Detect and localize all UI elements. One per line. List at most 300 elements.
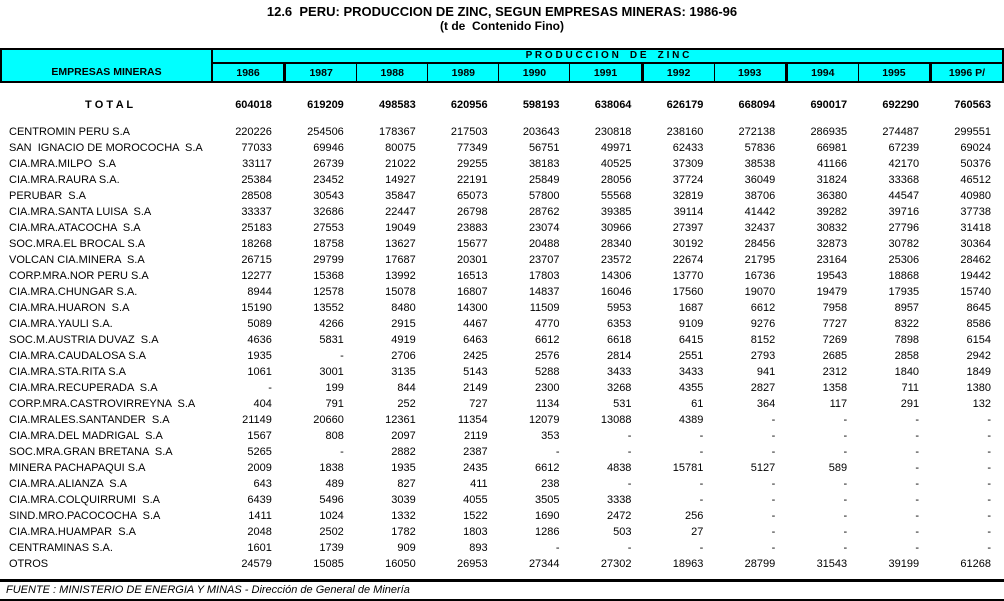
value-cell: 23452 bbox=[313, 174, 344, 186]
value-cell: - bbox=[915, 478, 920, 490]
value-cell: 57800 bbox=[528, 190, 560, 202]
value-cell: 32686 bbox=[313, 206, 344, 218]
value-cell: - bbox=[555, 542, 560, 554]
value-cell: 50376 bbox=[960, 158, 991, 170]
value-cell: 32437 bbox=[744, 222, 776, 234]
value-cell: 6612 bbox=[535, 462, 560, 474]
value-cell: 30966 bbox=[600, 222, 632, 234]
value-cell: 23164 bbox=[816, 254, 848, 266]
value-cell: 13552 bbox=[313, 302, 344, 314]
value-cell: - bbox=[987, 446, 991, 458]
value-cell: 941 bbox=[756, 366, 776, 378]
year-header-1991: 1991 bbox=[569, 64, 640, 81]
value-cell: 531 bbox=[613, 398, 632, 410]
company-name: CIA.MRA.STA.RITA S.A bbox=[9, 366, 126, 378]
value-cell: 61 bbox=[691, 398, 704, 410]
value-cell: 9109 bbox=[678, 318, 704, 330]
value-cell: 3268 bbox=[606, 382, 632, 394]
value-cell: 6415 bbox=[678, 334, 704, 346]
company-name: CORP.MRA.NOR PERU S.A bbox=[9, 270, 149, 282]
value-cell: 16046 bbox=[600, 286, 632, 298]
value-cell: - bbox=[987, 510, 991, 522]
year-header-1996-p/: 1996 P/ bbox=[929, 64, 1002, 81]
value-cell: 21022 bbox=[385, 158, 416, 170]
value-cell: 32819 bbox=[672, 190, 704, 202]
value-cell: - bbox=[843, 430, 848, 442]
value-cell: 30782 bbox=[888, 238, 920, 250]
value-cell: - bbox=[771, 446, 776, 458]
value-cell: 252 bbox=[397, 398, 416, 410]
value-cell: 27302 bbox=[600, 558, 632, 570]
value-cell: 32873 bbox=[816, 238, 848, 250]
company-name: CIA.MRA.RAURA S.A. bbox=[9, 174, 120, 186]
value-cell: 2119 bbox=[463, 430, 488, 442]
value-cell: 17687 bbox=[385, 254, 416, 266]
source-note: FUENTE : MINISTERIO DE ENERGIA Y MINAS - Dirección de General de Minería bbox=[6, 584, 410, 596]
value-cell: 41442 bbox=[744, 206, 776, 218]
value-cell: 353 bbox=[541, 430, 560, 442]
value-cell: 2149 bbox=[463, 382, 488, 394]
value-cell: 33337 bbox=[241, 206, 272, 218]
value-cell: 6612 bbox=[750, 302, 776, 314]
value-cell: - bbox=[987, 478, 991, 490]
year-header-row bbox=[213, 64, 1002, 81]
table-row bbox=[0, 380, 1004, 396]
value-cell: 27344 bbox=[528, 558, 560, 570]
company-name: CENTRAMINAS S.A. bbox=[9, 542, 113, 554]
value-cell: 1380 bbox=[966, 382, 991, 394]
value-cell: 1739 bbox=[319, 542, 344, 554]
value-cell: 16736 bbox=[744, 270, 776, 282]
company-name: CIA.MRA.DEL MADRIGAL S.A bbox=[9, 430, 163, 442]
value-cell: 844 bbox=[397, 382, 416, 394]
table-row bbox=[0, 124, 1004, 140]
value-cell: - bbox=[627, 446, 632, 458]
year-header-1993: 1993 bbox=[714, 64, 785, 81]
value-cell: 61268 bbox=[960, 558, 991, 570]
value-cell: 20660 bbox=[313, 414, 344, 426]
value-cell: 132 bbox=[972, 398, 991, 410]
value-cell: 19442 bbox=[960, 270, 991, 282]
value-cell: 220226 bbox=[235, 126, 272, 138]
value-cell: 2942 bbox=[966, 350, 991, 362]
value-cell: 28462 bbox=[960, 254, 991, 266]
value-cell: 23572 bbox=[600, 254, 632, 266]
value-cell: 4355 bbox=[678, 382, 704, 394]
value-cell: 15740 bbox=[960, 286, 991, 298]
value-cell: 28056 bbox=[600, 174, 632, 186]
value-cell: 40525 bbox=[600, 158, 632, 170]
value-cell: 42170 bbox=[888, 158, 920, 170]
value-cell: 9276 bbox=[750, 318, 776, 330]
production-table-body bbox=[0, 97, 1004, 572]
value-cell: 49971 bbox=[600, 142, 632, 154]
value-cell: 1935 bbox=[247, 350, 272, 362]
value-cell: - bbox=[699, 494, 704, 506]
value-cell: 28799 bbox=[744, 558, 776, 570]
value-cell: 827 bbox=[397, 478, 416, 490]
value-cell: 30832 bbox=[816, 222, 848, 234]
value-cell: 2009 bbox=[247, 462, 272, 474]
value-cell: 230818 bbox=[594, 126, 632, 138]
value-cell: 38706 bbox=[744, 190, 776, 202]
value-cell: 20488 bbox=[528, 238, 560, 250]
value-cell: 1358 bbox=[822, 382, 848, 394]
value-cell: 1024 bbox=[319, 510, 344, 522]
page-footer bbox=[0, 579, 1004, 601]
value-cell: - bbox=[843, 414, 848, 426]
value-cell: 38538 bbox=[744, 158, 776, 170]
value-cell: 13088 bbox=[600, 414, 632, 426]
value-cell: 2300 bbox=[535, 382, 560, 394]
value-cell: 286935 bbox=[810, 126, 848, 138]
value-cell: 272138 bbox=[738, 126, 776, 138]
company-name: CIA.MRA.CAUDALOSA S.A bbox=[9, 350, 146, 362]
value-cell: 1803 bbox=[463, 526, 488, 538]
value-cell: 8322 bbox=[894, 318, 920, 330]
table-row bbox=[0, 444, 1004, 460]
year-header-1995: 1995 bbox=[858, 64, 929, 81]
value-cell: 19070 bbox=[744, 286, 776, 298]
table-row bbox=[0, 316, 1004, 332]
value-cell: 21795 bbox=[744, 254, 776, 266]
value-cell: 56751 bbox=[528, 142, 560, 154]
value-cell: 1849 bbox=[966, 366, 991, 378]
value-cell: - bbox=[987, 430, 991, 442]
value-cell: 2882 bbox=[391, 446, 416, 458]
value-cell: 65073 bbox=[457, 190, 488, 202]
table-row bbox=[0, 460, 1004, 476]
value-cell: 23707 bbox=[528, 254, 560, 266]
value-cell: - bbox=[699, 430, 704, 442]
table-row bbox=[0, 428, 1004, 444]
value-cell: 15078 bbox=[385, 286, 416, 298]
company-name: CORP.MRA.CASTROVIRREYNA S.A bbox=[9, 398, 196, 410]
value-cell: 30543 bbox=[313, 190, 344, 202]
value-cell: - bbox=[771, 414, 776, 426]
table-row bbox=[0, 252, 1004, 268]
table-row bbox=[0, 236, 1004, 252]
value-cell: 760563 bbox=[954, 99, 991, 111]
value-cell: 1840 bbox=[894, 366, 920, 378]
value-cell: 21149 bbox=[242, 414, 272, 426]
value-cell: 27796 bbox=[888, 222, 920, 234]
value-cell: 37724 bbox=[672, 174, 704, 186]
company-name: CIA.MRA.RECUPERADA S.A bbox=[9, 382, 158, 394]
value-cell: 727 bbox=[469, 398, 488, 410]
year-header-1989: 1989 bbox=[427, 64, 498, 81]
value-cell: 14837 bbox=[528, 286, 560, 298]
value-cell: 31824 bbox=[816, 174, 848, 186]
value-cell: 3505 bbox=[535, 494, 560, 506]
value-cell: 619209 bbox=[307, 99, 344, 111]
value-cell: 503 bbox=[613, 526, 632, 538]
value-cell: 1782 bbox=[391, 526, 416, 538]
value-cell: 7958 bbox=[822, 302, 848, 314]
value-cell: 13770 bbox=[672, 270, 704, 282]
company-name: PERUBAR S.A bbox=[9, 190, 87, 202]
value-cell: 20301 bbox=[457, 254, 488, 266]
value-cell: 26953 bbox=[457, 558, 488, 570]
value-cell: 8944 bbox=[247, 286, 272, 298]
value-cell: 40980 bbox=[960, 190, 991, 202]
value-cell: - bbox=[340, 350, 344, 362]
value-cell: 69946 bbox=[313, 142, 344, 154]
value-cell: 2793 bbox=[750, 350, 776, 362]
value-cell: 404 bbox=[253, 398, 272, 410]
value-cell: 808 bbox=[325, 430, 344, 442]
value-cell: 7898 bbox=[894, 334, 920, 346]
table-row bbox=[0, 156, 1004, 172]
value-cell: - bbox=[699, 446, 704, 458]
value-cell: 11509 bbox=[529, 302, 560, 314]
value-cell: - bbox=[915, 430, 920, 442]
value-cell: 30364 bbox=[960, 238, 991, 250]
value-cell: 29255 bbox=[457, 158, 488, 170]
value-cell: 25849 bbox=[528, 174, 560, 186]
value-cell: 2814 bbox=[606, 350, 632, 362]
value-cell: 1332 bbox=[391, 510, 416, 522]
value-cell: 39716 bbox=[888, 206, 920, 218]
company-name: SAN IGNACIO DE MOROCOCHA S.A bbox=[9, 142, 203, 154]
value-cell: 15781 bbox=[672, 462, 704, 474]
year-header-1992: 1992 bbox=[641, 64, 714, 81]
value-cell: - bbox=[555, 446, 560, 458]
year-header-1986: 1986 bbox=[213, 64, 283, 81]
value-cell: 274487 bbox=[882, 126, 920, 138]
value-cell: - bbox=[987, 542, 991, 554]
company-name: CIA.MRA.YAULI S.A. bbox=[9, 318, 113, 330]
group-header-produccion-de-zinc: P R O D U C C I O N D E Z I N C bbox=[213, 50, 1002, 64]
value-cell: 5496 bbox=[319, 494, 344, 506]
spacer-row bbox=[0, 113, 1004, 124]
value-cell: 25384 bbox=[241, 174, 272, 186]
value-cell: 643 bbox=[253, 478, 272, 490]
company-name: MINERA PACHAPAQUI S.A bbox=[9, 462, 146, 474]
value-cell: 39282 bbox=[816, 206, 848, 218]
value-cell: 15085 bbox=[313, 558, 344, 570]
value-cell: - bbox=[915, 542, 920, 554]
value-cell: 8586 bbox=[966, 318, 991, 330]
value-cell: 14306 bbox=[600, 270, 632, 282]
value-cell: 36049 bbox=[744, 174, 776, 186]
value-cell: 299551 bbox=[954, 126, 991, 138]
value-cell: 19479 bbox=[816, 286, 848, 298]
value-cell: 6439 bbox=[247, 494, 272, 506]
column-header-empresas-mineras: EMPRESAS MINERAS bbox=[2, 50, 213, 81]
value-cell: 17560 bbox=[672, 286, 704, 298]
value-cell: 3039 bbox=[391, 494, 416, 506]
value-cell: 178367 bbox=[379, 126, 416, 138]
value-cell: 411 bbox=[470, 478, 488, 490]
value-cell: 3001 bbox=[319, 366, 344, 378]
value-cell: 5831 bbox=[319, 334, 344, 346]
value-cell: 893 bbox=[469, 542, 488, 554]
value-cell: 36380 bbox=[816, 190, 848, 202]
value-cell: 3135 bbox=[391, 366, 416, 378]
value-cell: 30192 bbox=[672, 238, 704, 250]
value-cell: 5143 bbox=[463, 366, 488, 378]
value-cell: 77033 bbox=[241, 142, 272, 154]
value-cell: 17935 bbox=[888, 286, 920, 298]
value-cell: 1601 bbox=[247, 542, 272, 554]
value-cell: 8480 bbox=[391, 302, 416, 314]
table-row bbox=[0, 284, 1004, 300]
value-cell: 5089 bbox=[247, 318, 272, 330]
value-cell: 2685 bbox=[822, 350, 848, 362]
value-cell: - bbox=[340, 446, 344, 458]
value-cell: 638064 bbox=[594, 99, 632, 111]
value-cell: 14300 bbox=[457, 302, 488, 314]
value-cell: - bbox=[915, 446, 920, 458]
value-cell: 489 bbox=[325, 478, 344, 490]
value-cell: - bbox=[771, 542, 776, 554]
value-cell: 2915 bbox=[391, 318, 416, 330]
value-cell: 19543 bbox=[816, 270, 848, 282]
table-row bbox=[0, 540, 1004, 556]
value-cell: 16807 bbox=[457, 286, 488, 298]
value-cell: 33368 bbox=[888, 174, 920, 186]
table-row bbox=[0, 268, 1004, 284]
value-cell: - bbox=[627, 430, 632, 442]
table-row bbox=[0, 412, 1004, 428]
value-cell: 27397 bbox=[672, 222, 704, 234]
value-cell: 23074 bbox=[528, 222, 560, 234]
value-cell: 604018 bbox=[235, 99, 272, 111]
value-cell: 238 bbox=[541, 478, 560, 490]
company-name: CIA.MRA.CHUNGAR S.A. bbox=[9, 286, 138, 298]
value-cell: 668094 bbox=[738, 99, 776, 111]
value-cell: - bbox=[771, 430, 776, 442]
value-cell: 22191 bbox=[457, 174, 488, 186]
value-cell: 37309 bbox=[672, 158, 704, 170]
value-cell: 498583 bbox=[379, 99, 416, 111]
value-cell: 33117 bbox=[242, 158, 272, 170]
value-cell: 238160 bbox=[666, 126, 704, 138]
value-cell: 39385 bbox=[600, 206, 632, 218]
value-cell: 2387 bbox=[463, 446, 488, 458]
page-subtitle: (t de Contenido Fino) bbox=[440, 19, 564, 33]
value-cell: 24579 bbox=[241, 558, 272, 570]
value-cell: 1687 bbox=[678, 302, 704, 314]
value-cell: 14927 bbox=[385, 174, 416, 186]
value-cell: 6353 bbox=[606, 318, 632, 330]
value-cell: 26798 bbox=[457, 206, 488, 218]
table-row bbox=[0, 172, 1004, 188]
value-cell: 6618 bbox=[606, 334, 632, 346]
company-name: SOC.MRA.GRAN BRETANA S.A bbox=[9, 446, 173, 458]
value-cell: 3338 bbox=[606, 494, 632, 506]
value-cell: - bbox=[915, 494, 920, 506]
value-cell: 254506 bbox=[307, 126, 344, 138]
value-cell: 5288 bbox=[535, 366, 560, 378]
company-name: SOC.M.AUSTRIA DUVAZ S.A bbox=[9, 334, 159, 346]
table-row bbox=[0, 508, 1004, 524]
value-cell: 4467 bbox=[463, 318, 488, 330]
company-name: CENTROMIN PERU S.A bbox=[9, 126, 131, 138]
production-table bbox=[0, 97, 1004, 572]
company-name: SIND.MRO.PACOCOCHA S.A bbox=[9, 510, 161, 522]
company-name: SOC.MRA.EL BROCAL S.A bbox=[9, 238, 146, 250]
value-cell: - bbox=[843, 510, 848, 522]
value-cell: 28340 bbox=[600, 238, 632, 250]
value-cell: 3433 bbox=[678, 366, 704, 378]
value-cell: 22447 bbox=[385, 206, 416, 218]
value-cell: - bbox=[987, 494, 991, 506]
value-cell: 1286 bbox=[535, 526, 560, 538]
value-cell: 12277 bbox=[241, 270, 272, 282]
value-cell: 620956 bbox=[450, 99, 488, 111]
value-cell: 57836 bbox=[744, 142, 776, 154]
value-cell: - bbox=[843, 494, 848, 506]
table-row bbox=[0, 220, 1004, 236]
value-cell: 4838 bbox=[606, 462, 632, 474]
value-cell: 12578 bbox=[313, 286, 344, 298]
value-cell: 4636 bbox=[247, 334, 272, 346]
value-cell: 203643 bbox=[522, 126, 560, 138]
value-cell: 15677 bbox=[457, 238, 488, 250]
value-cell: 2502 bbox=[319, 526, 344, 538]
value-cell: 1411 bbox=[248, 510, 272, 522]
value-cell: 2576 bbox=[535, 350, 560, 362]
value-cell: - bbox=[771, 478, 776, 490]
value-cell: 44547 bbox=[888, 190, 920, 202]
value-cell: 39114 bbox=[673, 206, 704, 218]
value-cell: - bbox=[699, 542, 704, 554]
value-cell: 80075 bbox=[385, 142, 416, 154]
value-cell: 18868 bbox=[888, 270, 920, 282]
value-cell: 6154 bbox=[966, 334, 991, 346]
value-cell: 12361 bbox=[385, 414, 416, 426]
value-cell: 6463 bbox=[463, 334, 488, 346]
table-row bbox=[0, 492, 1004, 508]
value-cell: 28508 bbox=[241, 190, 272, 202]
table-row bbox=[0, 396, 1004, 412]
value-cell: 4770 bbox=[535, 318, 560, 330]
value-cell: 5953 bbox=[606, 302, 632, 314]
value-cell: 26715 bbox=[241, 254, 272, 266]
table-row bbox=[0, 300, 1004, 316]
company-name: CIA.MRALES.SANTANDER S.A bbox=[9, 414, 170, 426]
value-cell: 5127 bbox=[750, 462, 776, 474]
value-cell: 11354 bbox=[457, 414, 488, 426]
value-cell: 909 bbox=[397, 542, 416, 554]
value-cell: 2706 bbox=[391, 350, 416, 362]
value-cell: 8152 bbox=[750, 334, 776, 346]
year-header-1987: 1987 bbox=[283, 64, 356, 81]
table-row bbox=[0, 188, 1004, 204]
value-cell: - bbox=[843, 478, 848, 490]
value-cell: - bbox=[843, 526, 848, 538]
value-cell: - bbox=[843, 542, 848, 554]
value-cell: 4055 bbox=[463, 494, 488, 506]
table-row bbox=[0, 524, 1004, 540]
value-cell: 791 bbox=[325, 398, 344, 410]
value-cell: 35847 bbox=[385, 190, 416, 202]
value-cell: - bbox=[627, 542, 632, 554]
table-header-right bbox=[213, 50, 1002, 81]
value-cell: 18268 bbox=[241, 238, 272, 250]
value-cell: 7727 bbox=[822, 318, 848, 330]
table-row bbox=[0, 364, 1004, 380]
value-cell: 199 bbox=[325, 382, 344, 394]
value-cell: - bbox=[771, 494, 776, 506]
value-cell: 28456 bbox=[744, 238, 776, 250]
company-name: CIA.MRA.MILPO S.A bbox=[9, 158, 116, 170]
company-name: CIA.MRA.HUAMPAR S.A bbox=[9, 526, 136, 538]
company-name: VOLCAN CIA.MINERA S.A bbox=[9, 254, 145, 266]
value-cell: 1838 bbox=[319, 462, 344, 474]
